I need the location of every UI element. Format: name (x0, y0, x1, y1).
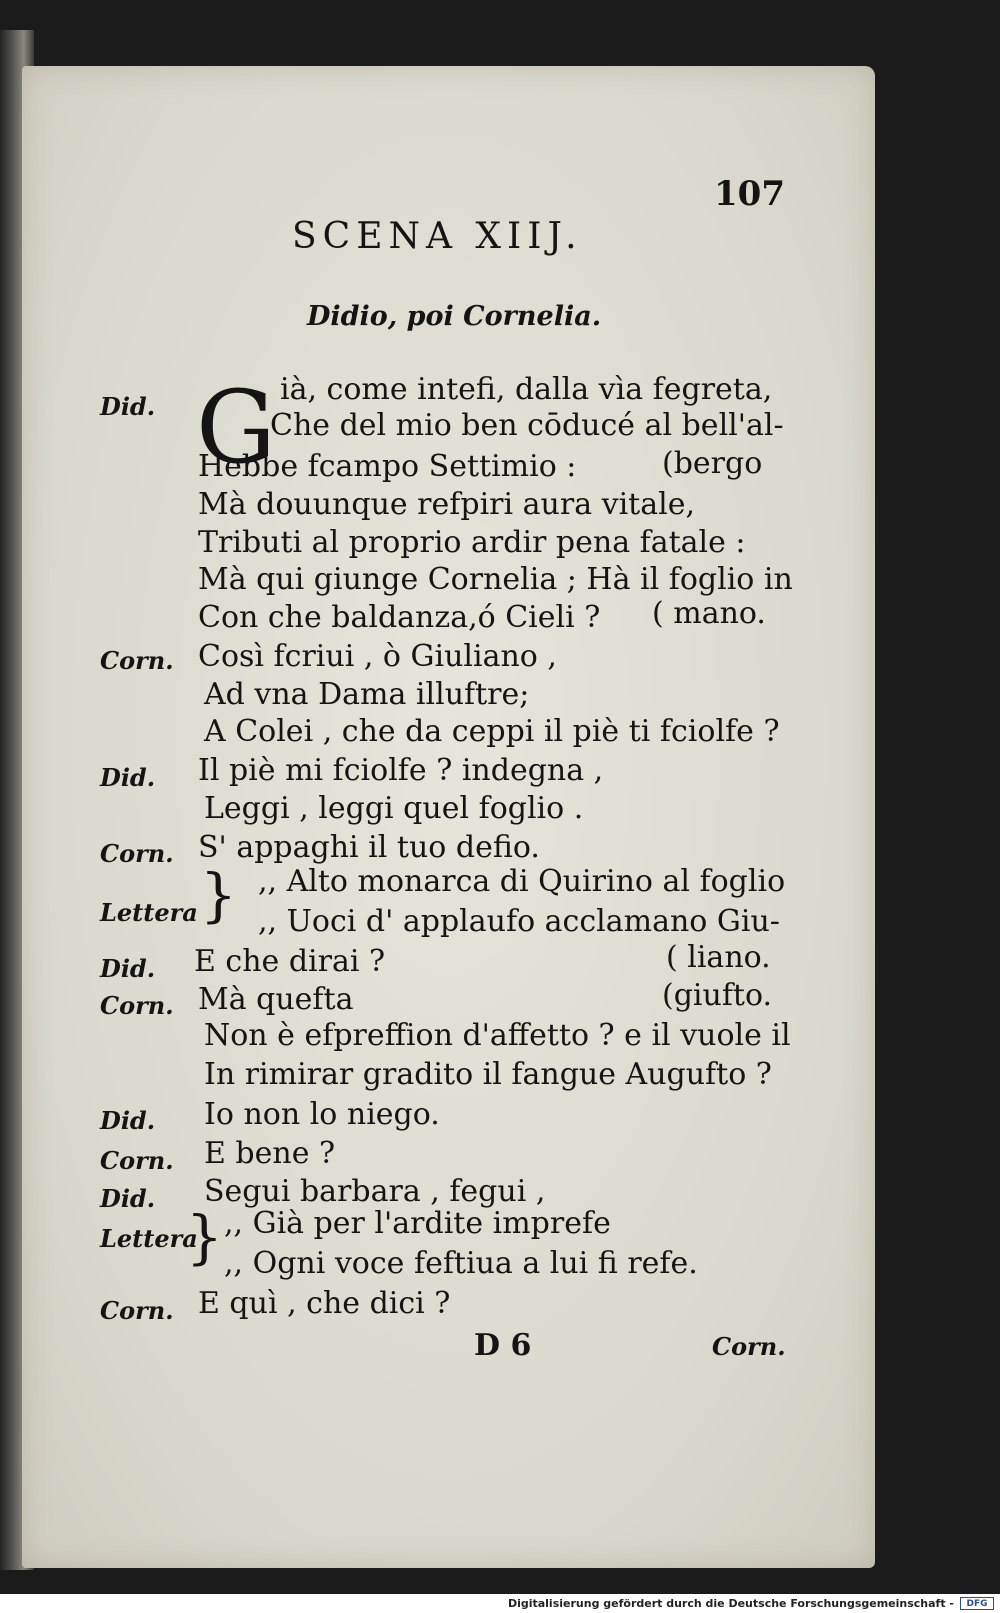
speaker-label: Lettera (100, 898, 198, 927)
speaker-label: Lettera (100, 1224, 198, 1253)
verse-line: Ad vna Dama illuftre; (204, 677, 530, 712)
verse-line: Così fcriui , ò Giuliano , (198, 639, 557, 674)
verse-line: Mà quefta (198, 982, 354, 1017)
verse-line: Mà douunque refpiri aura vitale, (198, 487, 695, 522)
speaker-label: Did. (100, 763, 156, 792)
catchword: Corn. (712, 1332, 786, 1361)
letter-line: ,, Già per l'ardite imprefe (224, 1206, 611, 1241)
verse-line: Hebbe fcampo Settimio : (198, 449, 577, 484)
verse-line: Il piè mi fciolfe ? indegna , (198, 753, 604, 788)
verse-line: Con che baldanza,ó Cieli ? (198, 600, 601, 635)
letter-line: ,, Ogni voce feftiua a lui fi refe. (224, 1246, 698, 1281)
speaker-label: Corn. (100, 1146, 174, 1175)
verse-line: Non è efpreffion d'affetto ? e il vuole il (204, 1018, 791, 1053)
speaker-label: Did. (100, 1106, 156, 1135)
verse-line: E bene ? (204, 1136, 336, 1171)
signature-mark: D 6 (474, 1328, 532, 1363)
verse-line: S' appaghi il tuo defio. (198, 830, 540, 865)
page-number: 107 (714, 174, 785, 214)
verse-line: ià, come intefi, dalla vìa fegreta, (280, 372, 773, 407)
turnover-word: (giufto. (662, 978, 773, 1013)
letter-line: ,, Uoci d' applaufo acclamano Giu- (258, 904, 780, 939)
verse-line: Segui barbara , fegui , (204, 1174, 546, 1209)
verse-line: E che dirai ? (194, 944, 386, 979)
footer-credit: Digitalisierung gefördert durch die Deutsche Forschungsgemeinschaft - (507, 1597, 954, 1610)
speaker-label: Corn. (100, 839, 174, 868)
characters-line: Didio, poi Cornelia. (307, 301, 602, 332)
verse-line: Che del mio ben cōducé al bell'al- (270, 408, 784, 443)
verse-line: Tributi al proprio ardir pena fatale : (198, 525, 746, 560)
verse-line: Mà qui giunge Cornelia ; Hà il foglio in (198, 562, 793, 597)
speaker-label: Corn. (100, 646, 174, 675)
speaker-label: Did. (100, 392, 156, 421)
speaker-label: Corn. (100, 1296, 174, 1325)
letter-line: ,, Alto monarca di Quirino al foglio (258, 864, 786, 899)
speaker-label: Did. (100, 1184, 156, 1213)
scene-heading: SCENA XIIJ. (292, 216, 583, 257)
verse-line: A Colei , che da ceppi il piè ti fciolfe ? (204, 714, 780, 749)
speaker-label: Did. (100, 954, 156, 983)
dfg-logo-icon: DFG (960, 1597, 994, 1610)
verse-line: Io non lo niego. (204, 1097, 440, 1132)
brace-glyph: } (200, 861, 237, 929)
drop-cap: G (196, 369, 276, 486)
verse-line: In rimirar gradito il fangue Augufto ? (204, 1057, 772, 1092)
turnover-word: ( liano. (666, 940, 771, 975)
speaker-label: Corn. (100, 991, 174, 1020)
turnover-word: (bergo (662, 446, 763, 481)
verse-line: E quì , che dici ? (198, 1286, 451, 1321)
verse-line: Leggi , leggi quel foglio . (204, 791, 584, 826)
book-page (22, 66, 875, 1568)
turnover-word: ( mano. (652, 596, 766, 631)
brace-glyph: } (186, 1203, 223, 1271)
